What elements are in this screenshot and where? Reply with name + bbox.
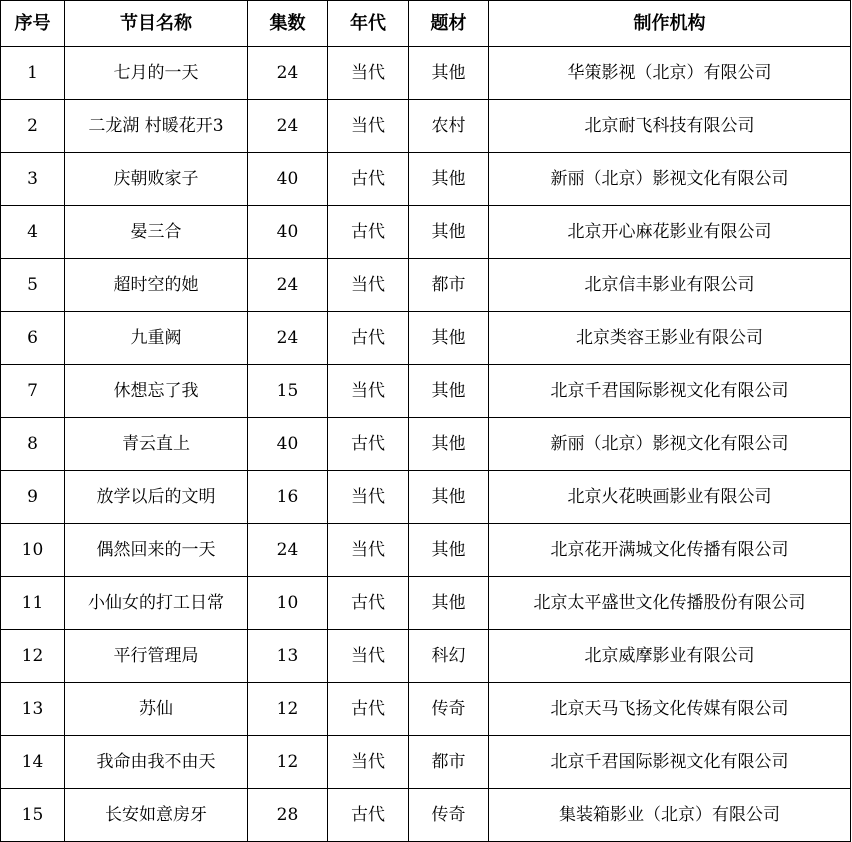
table-row (1, 630, 851, 683)
table-body (1, 47, 851, 842)
cell-genre: 传奇 (409, 683, 489, 736)
table-row (1, 524, 851, 577)
cell-episodes: 24 (248, 259, 328, 312)
cell-era: 当代 (328, 524, 409, 577)
cell-era: 当代 (328, 736, 409, 789)
cell-producer: 北京花开满城文化传播有限公司 (489, 524, 851, 577)
table-row (1, 153, 851, 206)
cell-genre: 其他 (409, 524, 489, 577)
table-row (1, 577, 851, 630)
cell-episodes: 28 (248, 789, 328, 842)
cell-genre: 其他 (409, 47, 489, 100)
cell-era: 当代 (328, 365, 409, 418)
header-index: 序号 (1, 1, 65, 47)
cell-episodes: 24 (248, 100, 328, 153)
cell-era: 古代 (328, 577, 409, 630)
table-row (1, 206, 851, 259)
cell-genre: 农村 (409, 100, 489, 153)
cell-index: 10 (1, 524, 65, 577)
cell-program-name: 超时空的她 (65, 259, 248, 312)
table-row (1, 365, 851, 418)
cell-index: 7 (1, 365, 65, 418)
cell-genre: 传奇 (409, 789, 489, 842)
cell-program-name: 小仙女的打工日常 (65, 577, 248, 630)
cell-episodes: 24 (248, 312, 328, 365)
cell-index: 5 (1, 259, 65, 312)
cell-index: 13 (1, 683, 65, 736)
header-row (1, 1, 851, 47)
cell-producer: 北京千君国际影视文化有限公司 (489, 365, 851, 418)
cell-genre: 其他 (409, 312, 489, 365)
cell-program-name: 平行管理局 (65, 630, 248, 683)
cell-era: 古代 (328, 683, 409, 736)
table-row (1, 736, 851, 789)
cell-era: 古代 (328, 789, 409, 842)
cell-program-name: 我命由我不由天 (65, 736, 248, 789)
header-producer: 制作机构 (489, 1, 851, 47)
cell-program-name: 放学以后的文明 (65, 471, 248, 524)
cell-program-name: 晏三合 (65, 206, 248, 259)
cell-program-name: 庆朝败家子 (65, 153, 248, 206)
table-row (1, 789, 851, 842)
cell-era: 当代 (328, 630, 409, 683)
cell-producer: 北京威摩影业有限公司 (489, 630, 851, 683)
cell-program-name: 七月的一天 (65, 47, 248, 100)
cell-episodes: 12 (248, 683, 328, 736)
cell-era: 当代 (328, 259, 409, 312)
cell-genre: 其他 (409, 206, 489, 259)
cell-index: 4 (1, 206, 65, 259)
cell-program-name: 长安如意房牙 (65, 789, 248, 842)
table-row (1, 683, 851, 736)
cell-producer: 北京天马飞扬文化传媒有限公司 (489, 683, 851, 736)
cell-producer: 新丽（北京）影视文化有限公司 (489, 418, 851, 471)
cell-index: 2 (1, 100, 65, 153)
header-program-name: 节目名称 (65, 1, 248, 47)
header-episodes: 集数 (248, 1, 328, 47)
cell-producer: 新丽（北京）影视文化有限公司 (489, 153, 851, 206)
cell-producer: 集装箱影业（北京）有限公司 (489, 789, 851, 842)
cell-genre: 其他 (409, 577, 489, 630)
cell-era: 当代 (328, 47, 409, 100)
cell-index: 3 (1, 153, 65, 206)
cell-era: 古代 (328, 153, 409, 206)
cell-producer: 北京信丰影业有限公司 (489, 259, 851, 312)
header-era: 年代 (328, 1, 409, 47)
cell-episodes: 16 (248, 471, 328, 524)
cell-episodes: 10 (248, 577, 328, 630)
cell-era: 古代 (328, 312, 409, 365)
cell-era: 当代 (328, 100, 409, 153)
table-row (1, 47, 851, 100)
cell-era: 当代 (328, 471, 409, 524)
cell-index: 1 (1, 47, 65, 100)
cell-index: 14 (1, 736, 65, 789)
cell-episodes: 40 (248, 418, 328, 471)
cell-index: 9 (1, 471, 65, 524)
cell-genre: 都市 (409, 259, 489, 312)
table-row (1, 100, 851, 153)
cell-era: 古代 (328, 418, 409, 471)
cell-genre: 其他 (409, 471, 489, 524)
cell-producer: 北京耐飞科技有限公司 (489, 100, 851, 153)
cell-episodes: 24 (248, 524, 328, 577)
cell-program-name: 二龙湖 村暖花开3 (65, 100, 248, 153)
cell-episodes: 40 (248, 153, 328, 206)
cell-genre: 其他 (409, 153, 489, 206)
cell-program-name: 青云直上 (65, 418, 248, 471)
cell-program-name: 九重阙 (65, 312, 248, 365)
cell-era: 古代 (328, 206, 409, 259)
cell-episodes: 12 (248, 736, 328, 789)
cell-genre: 科幻 (409, 630, 489, 683)
table-row (1, 418, 851, 471)
cell-producer: 北京开心麻花影业有限公司 (489, 206, 851, 259)
cell-producer: 华策影视（北京）有限公司 (489, 47, 851, 100)
cell-episodes: 13 (248, 630, 328, 683)
table-row (1, 312, 851, 365)
cell-index: 6 (1, 312, 65, 365)
cell-index: 15 (1, 789, 65, 842)
cell-episodes: 40 (248, 206, 328, 259)
cell-program-name: 苏仙 (65, 683, 248, 736)
cell-index: 11 (1, 577, 65, 630)
cell-producer: 北京千君国际影视文化有限公司 (489, 736, 851, 789)
table-row (1, 259, 851, 312)
cell-genre: 其他 (409, 418, 489, 471)
cell-producer: 北京太平盛世文化传播股份有限公司 (489, 577, 851, 630)
table-row (1, 471, 851, 524)
cell-program-name: 休想忘了我 (65, 365, 248, 418)
cell-genre: 都市 (409, 736, 489, 789)
cell-producer: 北京火花映画影业有限公司 (489, 471, 851, 524)
cell-episodes: 24 (248, 47, 328, 100)
cell-producer: 北京类容王影业有限公司 (489, 312, 851, 365)
cell-episodes: 15 (248, 365, 328, 418)
cell-index: 12 (1, 630, 65, 683)
cell-genre: 其他 (409, 365, 489, 418)
cell-program-name: 偶然回来的一天 (65, 524, 248, 577)
cell-index: 8 (1, 418, 65, 471)
header-genre: 题材 (409, 1, 489, 47)
